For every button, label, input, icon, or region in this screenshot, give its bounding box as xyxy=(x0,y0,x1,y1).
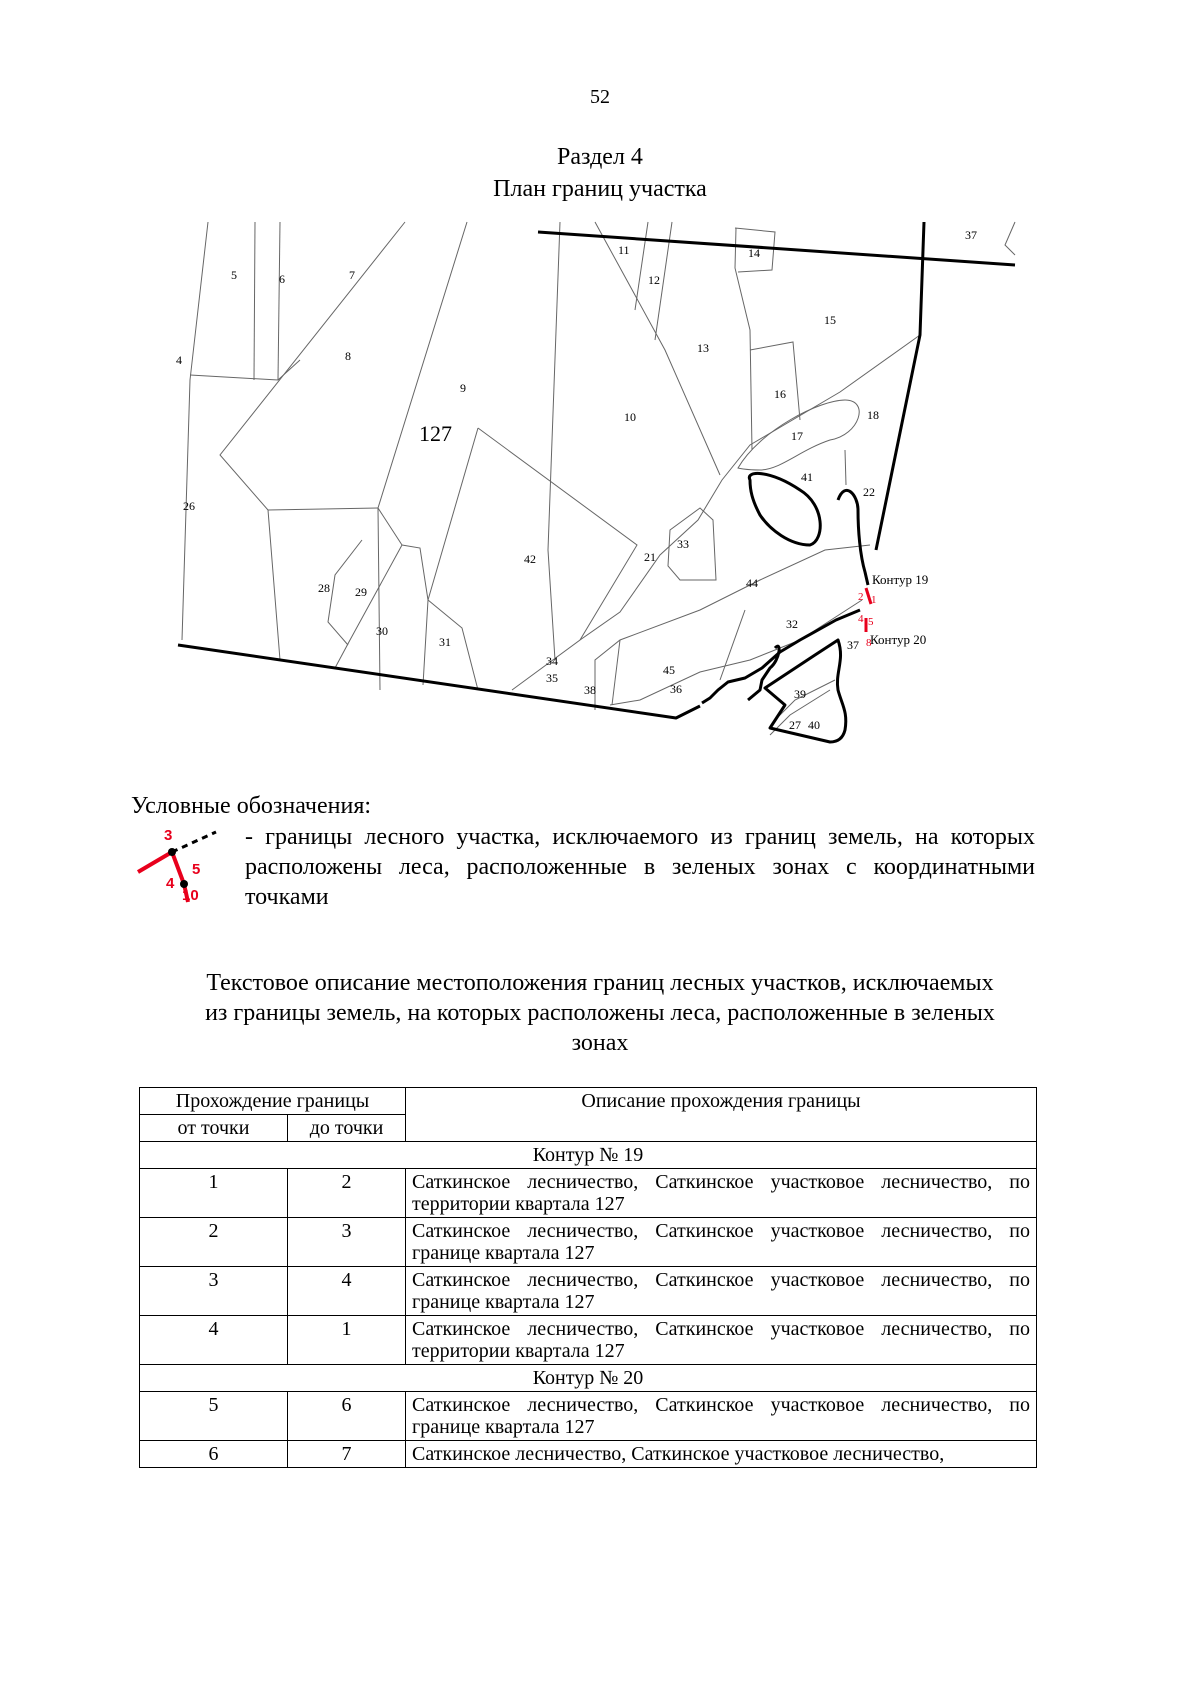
header-description: Описание прохождения границы xyxy=(406,1088,1037,1142)
plot-label: 45 xyxy=(663,663,675,677)
table-row xyxy=(140,1316,1037,1365)
legend-description: - границы лесного участка, исключаемого из границ земель, на которых расположены леса, расположенные в зеленых зонах с координатными точками xyxy=(245,824,1035,910)
legend-icon-label: 4 xyxy=(166,875,175,892)
boundary-description: Саткинское лесничество, Саткинское участковое лесничество, по границе квартала 127 xyxy=(406,1218,1037,1267)
plot-label: 12 xyxy=(648,273,660,287)
point-label: 4 xyxy=(858,613,864,625)
contour-row xyxy=(140,1365,1037,1392)
contour-19-label: Контур 19 xyxy=(872,572,929,587)
boundary-description: Саткинское лесничество, Саткинское участковое лесничество, по границе квартала 127 xyxy=(406,1267,1037,1316)
plot-label: 14 xyxy=(748,246,760,260)
legend-title: Условные обозначения: xyxy=(131,793,372,819)
plot-label: 18 xyxy=(867,408,879,422)
table-row xyxy=(140,1169,1037,1218)
plot-label: 21 xyxy=(644,550,656,564)
to-point: 4 xyxy=(288,1267,406,1316)
contour-row xyxy=(140,1142,1037,1169)
table-row xyxy=(140,1441,1037,1468)
legend-icon-label: 10 xyxy=(182,887,199,904)
plot-labels xyxy=(176,228,977,732)
description-heading-line: из границы земель, на которых расположены леса, расположенные в зеленых xyxy=(205,1000,995,1026)
plot-label: 6 xyxy=(279,272,285,286)
plot-label: 8 xyxy=(345,349,351,363)
point-label: 1 xyxy=(871,594,877,606)
header-from: от точки xyxy=(140,1115,288,1142)
plot-label: 4 xyxy=(176,353,182,367)
boundary-description: Саткинское лесничество, Саткинское участковое лесничество, xyxy=(406,1441,1037,1468)
from-point: 1 xyxy=(140,1169,288,1218)
section-title: Раздел 4 xyxy=(557,144,643,170)
plot-label: 38 xyxy=(584,683,596,697)
plot-label: 40 xyxy=(808,718,820,732)
boundary-description: Саткинское лесничество, Саткинское участковое лесничество, по территории квартала 127 xyxy=(406,1169,1037,1218)
description-heading-line: Текстовое описание местоположения границ лесных участков, исключаемых xyxy=(206,970,994,996)
plot-label: 35 xyxy=(546,671,558,685)
from-point: 4 xyxy=(140,1316,288,1365)
plot-label: 27 xyxy=(789,718,801,732)
boundary-description-table xyxy=(139,1087,1037,1468)
from-point: 2 xyxy=(140,1218,288,1267)
page-number: 52 xyxy=(590,86,610,108)
plot-label: 42 xyxy=(524,552,536,566)
plot-label: 17 xyxy=(791,429,803,443)
to-point: 1 xyxy=(288,1316,406,1365)
point-label: 5 xyxy=(868,616,874,628)
block-boundary xyxy=(178,222,1015,742)
plot-label: 7 xyxy=(349,268,355,282)
boundary-description: Саткинское лесничество, Саткинское участковое лесничество, по территории квартала 127 xyxy=(406,1316,1037,1365)
legend-icon-label: 3 xyxy=(164,827,173,844)
plot-label: 36 xyxy=(670,682,682,696)
plot-label: 37 xyxy=(847,638,859,652)
plan-title: План границ участка xyxy=(493,176,707,202)
plot-label: 37 xyxy=(965,228,977,242)
plot-label: 16 xyxy=(774,387,786,401)
header-passage: Прохождение границы xyxy=(140,1088,406,1115)
contour-20-label: Контур 20 xyxy=(870,632,927,647)
description-heading xyxy=(150,968,1050,1058)
description-heading-line: зонах xyxy=(571,1030,629,1056)
to-point: 2 xyxy=(288,1169,406,1218)
plot-label: 32 xyxy=(786,617,798,631)
to-point: 6 xyxy=(288,1392,406,1441)
point-label: 2 xyxy=(858,591,864,603)
table-row xyxy=(140,1392,1037,1441)
from-point: 5 xyxy=(140,1392,288,1441)
point-label: 8 xyxy=(866,637,872,649)
header-to: до точки xyxy=(288,1115,406,1142)
contour-title: Контур № 19 xyxy=(140,1142,1037,1169)
plot-label: 28 xyxy=(318,581,330,595)
plot-label: 29 xyxy=(355,585,367,599)
plot-label: 5 xyxy=(231,268,237,282)
table-row xyxy=(140,1218,1037,1267)
plot-label: 13 xyxy=(697,341,709,355)
table-header-row xyxy=(140,1088,1037,1115)
boundary-plan-map xyxy=(0,0,1200,760)
boundary-description: Саткинское лесничество, Саткинское участковое лесничество, по границе квартала 127 xyxy=(406,1392,1037,1441)
plot-label: 22 xyxy=(863,485,875,499)
contour-title: Контур № 20 xyxy=(140,1365,1037,1392)
plot-label: 9 xyxy=(460,381,466,395)
block-number: 127 xyxy=(419,421,452,446)
plot-label: 33 xyxy=(677,537,689,551)
plot-label: 31 xyxy=(439,635,451,649)
plot-label: 30 xyxy=(376,624,388,638)
plot-label: 11 xyxy=(618,243,630,257)
plot-label: 44 xyxy=(746,576,758,590)
legend-icon-label: 5 xyxy=(192,861,201,878)
plot-label: 26 xyxy=(183,499,195,513)
plot-label: 34 xyxy=(546,654,558,668)
plot-label: 10 xyxy=(624,410,636,424)
plot-label: 39 xyxy=(794,687,806,701)
plot-label: 41 xyxy=(801,470,813,484)
to-point: 7 xyxy=(288,1441,406,1468)
from-point: 6 xyxy=(140,1441,288,1468)
from-point: 3 xyxy=(140,1267,288,1316)
plot-label: 15 xyxy=(824,313,836,327)
legend-boundary-icon xyxy=(136,822,226,912)
table-row xyxy=(140,1267,1037,1316)
to-point: 3 xyxy=(288,1218,406,1267)
